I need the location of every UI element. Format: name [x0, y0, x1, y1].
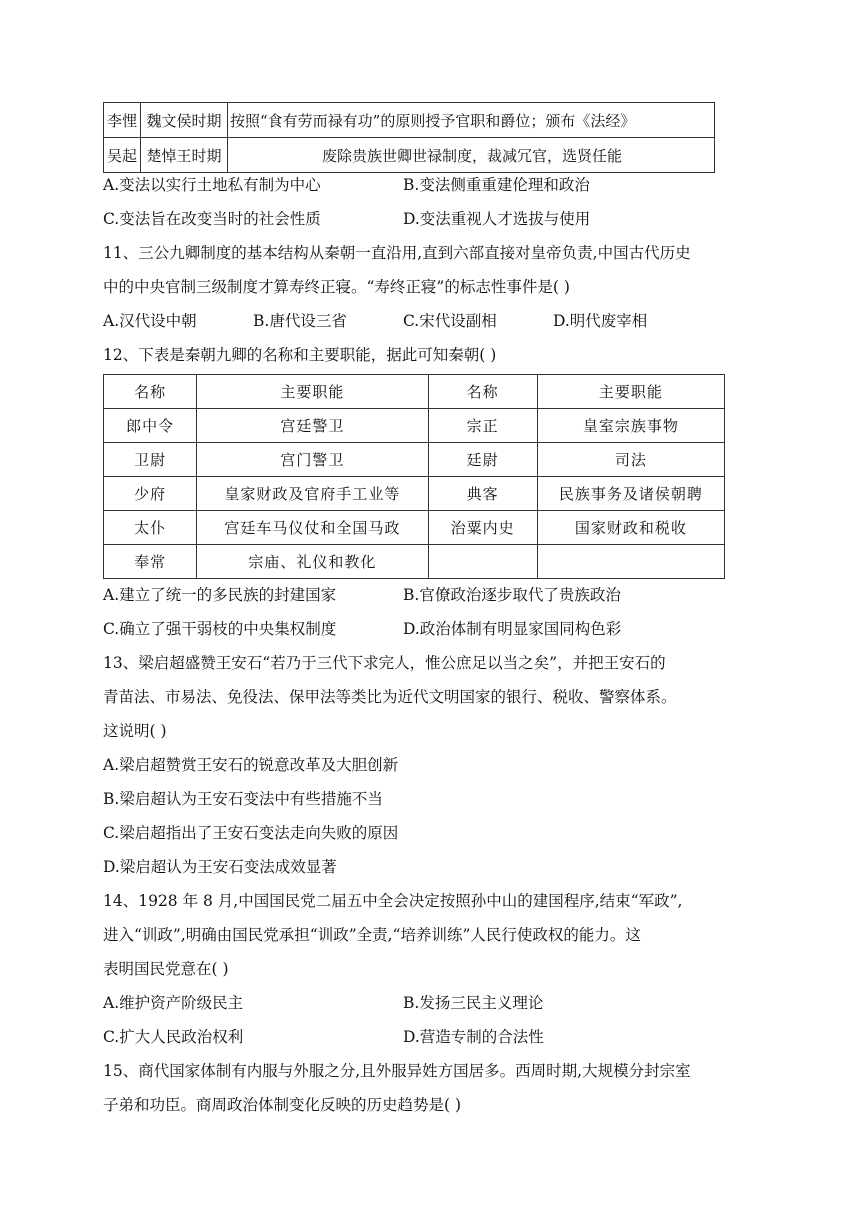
table-row	[104, 103, 715, 138]
table-row	[104, 138, 715, 173]
table-cell: 典客	[428, 477, 537, 511]
q10-option-b: B.变法侧重重建伦理和政治	[403, 176, 590, 194]
q14-stem-line: 进入“训政”,明确由国民党承担“训政”全责,“培养训练”人民行使政权的能力。这	[103, 926, 641, 944]
q13-option-d: D.梁启超认为王安石变法成效显著	[103, 858, 337, 876]
reform-table	[103, 102, 715, 173]
q13-option-a: A.梁启超赞赏王安石的锐意改革及大胆创新	[103, 756, 399, 774]
table-cell: 宗正	[428, 409, 537, 443]
table-cell	[537, 545, 724, 579]
table-cell: 皇家财政及官府手工业等	[197, 477, 428, 511]
table-cell: 宫廷车马仪仗和全国马政	[197, 511, 428, 545]
table-cell: 皇室宗族事物	[537, 409, 724, 443]
q10-option-a: A.变法以实行土地私有制为中心	[103, 176, 321, 194]
table-cell: 郎中令	[104, 409, 197, 443]
q11-stem-line: 11、三公九卿制度的基本结构从秦朝一直沿用,直到六部直接对皇帝负责,中国古代历史	[103, 244, 691, 262]
q13-option-c: C.梁启超指出了王安石变法走向失败的原因	[103, 824, 399, 842]
table-cell: 吴起	[104, 138, 141, 173]
table-cell: 民族事务及诸侯朝聘	[537, 477, 724, 511]
q13-stem-line: 13、梁启超盛赞王安石“若乃于三代下求完人，惟公庶足以当之矣”，并把王安石的	[103, 654, 666, 672]
table-cell	[428, 545, 537, 579]
q11-option-c: C.宋代设副相	[403, 312, 497, 330]
table-cell: 楚悼王时期	[141, 138, 228, 173]
table-cell: 治粟内史	[428, 511, 537, 545]
q11-stem-line: 中的中央官制三级制度才算寿终正寝。“寿终正寝”的标志性事件是( )	[103, 278, 570, 296]
table-cell: 按照“食有劳而禄有功”的原则授予官职和爵位；颁布《法经》	[228, 103, 715, 138]
table-row	[104, 477, 725, 511]
q15-stem-line: 15、商代国家体制有内服与外服之分,且外服异姓方国居多。西周时期,大规模分封宗室	[103, 1062, 691, 1080]
table-cell: 宫廷警卫	[197, 409, 428, 443]
q12-option-c: C.确立了强干弱枝的中央集权制度	[103, 620, 337, 638]
table-cell: 宫门警卫	[197, 443, 428, 477]
table-header: 名称	[428, 375, 537, 409]
table-header: 主要职能	[197, 375, 428, 409]
q14-option-a: A.维护资产阶级民主	[103, 994, 244, 1012]
table-cell: 国家财政和税收	[537, 511, 724, 545]
q14-stem-line: 14、1928 年 8 月,中国国民党二届五中全会决定按照孙中山的建国程序,结束“军政”,	[103, 892, 683, 910]
q12-stem: 12、下表是秦朝九卿的名称和主要职能，据此可知秦朝( )	[103, 346, 497, 364]
table-row	[104, 511, 725, 545]
table-row	[104, 545, 725, 579]
q12-option-b: B.官僚政治逐步取代了贵族政治	[403, 586, 621, 604]
table-cell: 废除贵族世卿世禄制度，裁减冗官，选贤任能	[228, 138, 715, 173]
q10-option-c: C.变法旨在改变当时的社会性质	[103, 210, 321, 228]
table-header: 名称	[104, 375, 197, 409]
table-header: 主要职能	[537, 375, 724, 409]
q15-stem-line: 子弟和功臣。商周政治体制变化反映的历史趋势是( )	[103, 1096, 462, 1114]
table-row	[104, 443, 725, 477]
q14-option-b: B.发扬三民主义理论	[403, 994, 544, 1012]
nine-ministers-table	[103, 374, 725, 579]
q10-option-d: D.变法重视人才选拔与使用	[403, 210, 591, 228]
table-cell: 奉常	[104, 545, 197, 579]
q14-option-d: D.营造专制的合法性	[403, 1028, 544, 1046]
table-header-row	[104, 375, 725, 409]
q12-option-d: D.政治体制有明显家国同构色彩	[403, 620, 622, 638]
q13-stem-line: 这说明( )	[103, 722, 167, 740]
table-cell: 廷尉	[428, 443, 537, 477]
q13-option-b: B.梁启超认为王安石变法中有些措施不当	[103, 790, 383, 808]
q14-option-c: C.扩大人民政治权利	[103, 1028, 244, 1046]
q12-option-a: A.建立了统一的多民族的封建国家	[103, 586, 337, 604]
table-cell: 宗庙、礼仪和教化	[197, 545, 428, 579]
q11-option-a: A.汉代设中朝	[103, 312, 197, 330]
table-cell: 卫尉	[104, 443, 197, 477]
table-cell: 魏文侯时期	[141, 103, 228, 138]
table-cell: 司法	[537, 443, 724, 477]
q11-option-b: B.唐代设三省	[253, 312, 347, 330]
table-row	[104, 409, 725, 443]
table-cell: 李悝	[104, 103, 141, 138]
q11-option-d: D.明代废宰相	[553, 312, 648, 330]
q13-stem-line: 青苗法、市易法、免役法、保甲法等类比为近代文明国家的银行、税收、警察体系。	[103, 688, 677, 706]
table-cell: 少府	[104, 477, 197, 511]
q14-stem-line: 表明国民党意在( )	[103, 960, 229, 978]
table-cell: 太仆	[104, 511, 197, 545]
